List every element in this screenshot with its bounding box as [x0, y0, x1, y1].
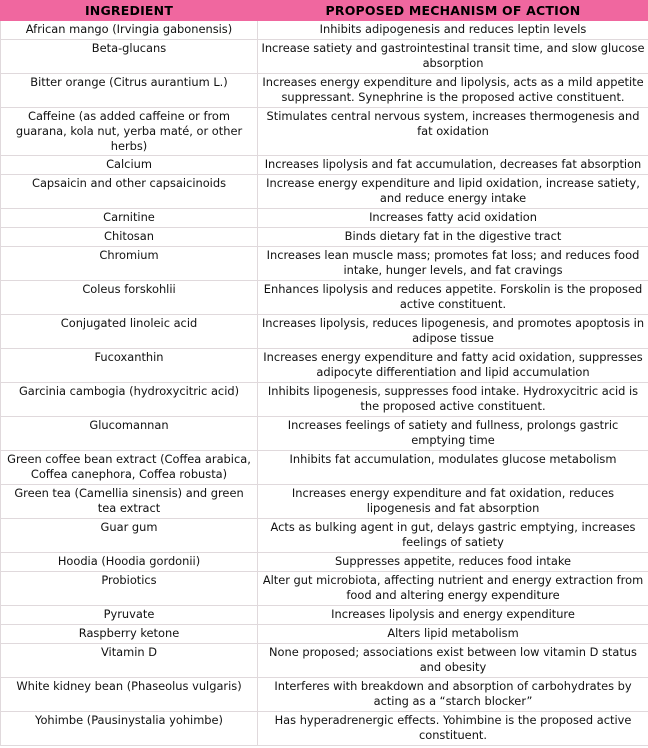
- table-row: [1, 281, 648, 315]
- mechanism-cell: Increases lipolysis, reduces lipogenesis, and promotes apoptosis in adipose tissue: [258, 315, 648, 349]
- mechanism-cell: Increases energy expenditure and lipolysis, acts as a mild appetite suppressant. Synephrine is the proposed active constituent.: [258, 74, 648, 108]
- ingredient-cell: Capsaicin and other capsaicinoids: [1, 175, 258, 209]
- ingredient-cell: Vitamin D: [1, 644, 258, 678]
- table-row: [1, 74, 648, 108]
- table-row: [1, 712, 648, 746]
- ingredient-cell: Probiotics: [1, 572, 258, 606]
- mechanism-cell: Inhibits adipogenesis and reduces leptin levels: [258, 21, 648, 40]
- table-row: [1, 606, 648, 625]
- mechanism-cell: Alters lipid metabolism: [258, 625, 648, 644]
- table-row: [1, 572, 648, 606]
- header-mechanism: PROPOSED MECHANISM OF ACTION: [258, 1, 648, 21]
- mechanism-cell: Enhances lipolysis and reduces appetite. Forskolin is the proposed active constituent.: [258, 281, 648, 315]
- ingredient-cell: Coleus forskohlii: [1, 281, 258, 315]
- table-row: [1, 40, 648, 74]
- table-row: [1, 485, 648, 519]
- table-row: [1, 553, 648, 572]
- table-row: [1, 209, 648, 228]
- table-row: [1, 519, 648, 553]
- ingredient-cell: Hoodia (Hoodia gordonii): [1, 553, 258, 572]
- mechanism-cell: Acts as bulking agent in gut, delays gastric emptying, increases feelings of satiety: [258, 519, 648, 553]
- mechanism-cell: None proposed; associations exist between low vitamin D status and obesity: [258, 644, 648, 678]
- ingredient-cell: Calcium: [1, 156, 258, 175]
- mechanism-cell: Inhibits fat accumulation, modulates glucose metabolism: [258, 451, 648, 485]
- table-row: [1, 156, 648, 175]
- table-row: [1, 678, 648, 712]
- ingredient-cell: Carnitine: [1, 209, 258, 228]
- table-row: [1, 21, 648, 40]
- ingredient-cell: Garcinia cambogia (hydroxycitric acid): [1, 383, 258, 417]
- mechanism-cell: Increases lean muscle mass; promotes fat loss; and reduces food intake, hunger levels, and fat cravings: [258, 247, 648, 281]
- mechanism-cell: Binds dietary fat in the digestive tract: [258, 228, 648, 247]
- mechanism-cell: Stimulates central nervous system, increases thermogenesis and fat oxidation: [258, 108, 648, 156]
- table-row: [1, 175, 648, 209]
- table-row: [1, 108, 648, 156]
- ingredient-cell: White kidney bean (Phaseolus vulgaris): [1, 678, 258, 712]
- ingredient-cell: Yohimbe (Pausinystalia yohimbe): [1, 712, 258, 746]
- mechanism-cell: Increases energy expenditure and fat oxidation, reduces lipogenesis and fat absorption: [258, 485, 648, 519]
- ingredient-cell: Caffeine (as added caffeine or from guarana, kola nut, yerba maté, or other herbs): [1, 108, 258, 156]
- ingredient-cell: Beta-glucans: [1, 40, 258, 74]
- ingredient-cell: Bitter orange (Citrus aurantium L.): [1, 74, 258, 108]
- mechanism-cell: Increases lipolysis and fat accumulation, decreases fat absorption: [258, 156, 648, 175]
- header-ingredient: INGREDIENT: [1, 1, 258, 21]
- mechanism-cell: Has hyperadrenergic effects. Yohimbine is the proposed active constituent.: [258, 712, 648, 746]
- mechanism-cell: Increase energy expenditure and lipid oxidation, increase satiety, and reduce energy intake: [258, 175, 648, 209]
- table-row: [1, 625, 648, 644]
- mechanism-cell: Increases feelings of satiety and fullness, prolongs gastric emptying time: [258, 417, 648, 451]
- mechanism-cell: Increases lipolysis and energy expenditure: [258, 606, 648, 625]
- ingredient-cell: Chitosan: [1, 228, 258, 247]
- table-row: [1, 451, 648, 485]
- ingredient-cell: Pyruvate: [1, 606, 258, 625]
- table-row: [1, 247, 648, 281]
- mechanism-cell: Increase satiety and gastrointestinal transit time, and slow glucose absorption: [258, 40, 648, 74]
- table-row: [1, 315, 648, 349]
- ingredient-cell: Glucomannan: [1, 417, 258, 451]
- mechanism-cell: Increases fatty acid oxidation: [258, 209, 648, 228]
- mechanism-cell: Alter gut microbiota, affecting nutrient and energy extraction from food and altering energy expenditure: [258, 572, 648, 606]
- mechanism-cell: Interferes with breakdown and absorption of carbohydrates by acting as a “starch blocker”: [258, 678, 648, 712]
- table-row: [1, 383, 648, 417]
- ingredient-cell: African mango (Irvingia gabonensis): [1, 21, 258, 40]
- mechanism-cell: Suppresses appetite, reduces food intake: [258, 553, 648, 572]
- table-row: [1, 644, 648, 678]
- ingredient-cell: Guar gum: [1, 519, 258, 553]
- ingredient-cell: Green tea (Camellia sinensis) and green tea extract: [1, 485, 258, 519]
- ingredient-cell: Chromium: [1, 247, 258, 281]
- table-row: [1, 417, 648, 451]
- ingredient-cell: Conjugated linoleic acid: [1, 315, 258, 349]
- header-row: [1, 1, 648, 21]
- ingredient-cell: Green coffee bean extract (Coffea arabica, Coffea canephora, Coffea robusta): [1, 451, 258, 485]
- mechanism-cell: Increases energy expenditure and fatty acid oxidation, suppresses adipocyte differentiation and lipid accumulation: [258, 349, 648, 383]
- table-row: [1, 349, 648, 383]
- mechanism-cell: Inhibits lipogenesis, suppresses food intake. Hydroxycitric acid is the proposed active constituent.: [258, 383, 648, 417]
- ingredient-cell: Fucoxanthin: [1, 349, 258, 383]
- table-row: [1, 228, 648, 247]
- ingredient-cell: Raspberry ketone: [1, 625, 258, 644]
